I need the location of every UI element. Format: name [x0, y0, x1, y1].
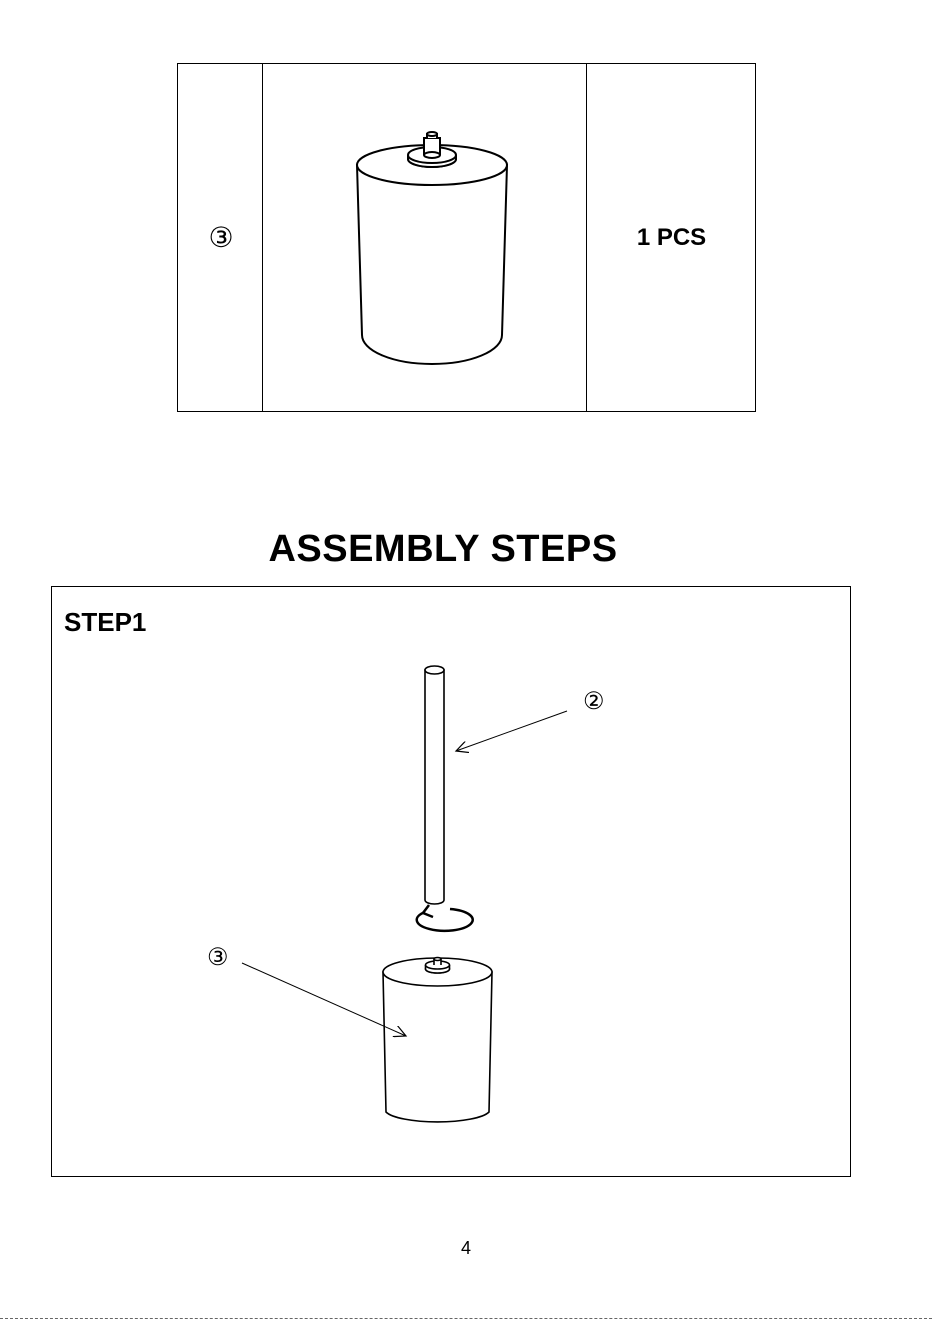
part-quantity: 1 PCS	[636, 223, 707, 251]
step-label: STEP1	[64, 607, 147, 637]
bottom-rule	[0, 1318, 932, 1319]
part-quantity-cell	[588, 64, 755, 411]
part-image-cell	[264, 64, 588, 411]
pole-icon	[425, 666, 444, 904]
parts-table	[177, 63, 756, 412]
page-number: 4	[460, 1238, 471, 1258]
callout-part-2: ②	[583, 687, 605, 715]
cylinder-base-icon	[383, 958, 492, 1122]
rotate-arrow-icon	[417, 905, 473, 931]
callout-part-3: ③	[207, 943, 229, 971]
part-number-cell	[178, 64, 264, 411]
step-box	[51, 586, 851, 1177]
part-number: ③	[208, 221, 234, 254]
step-diagram	[52, 587, 849, 1175]
section-title: ASSEMBLY STEPS	[268, 528, 618, 570]
cylinder-base-icon	[264, 64, 588, 410]
